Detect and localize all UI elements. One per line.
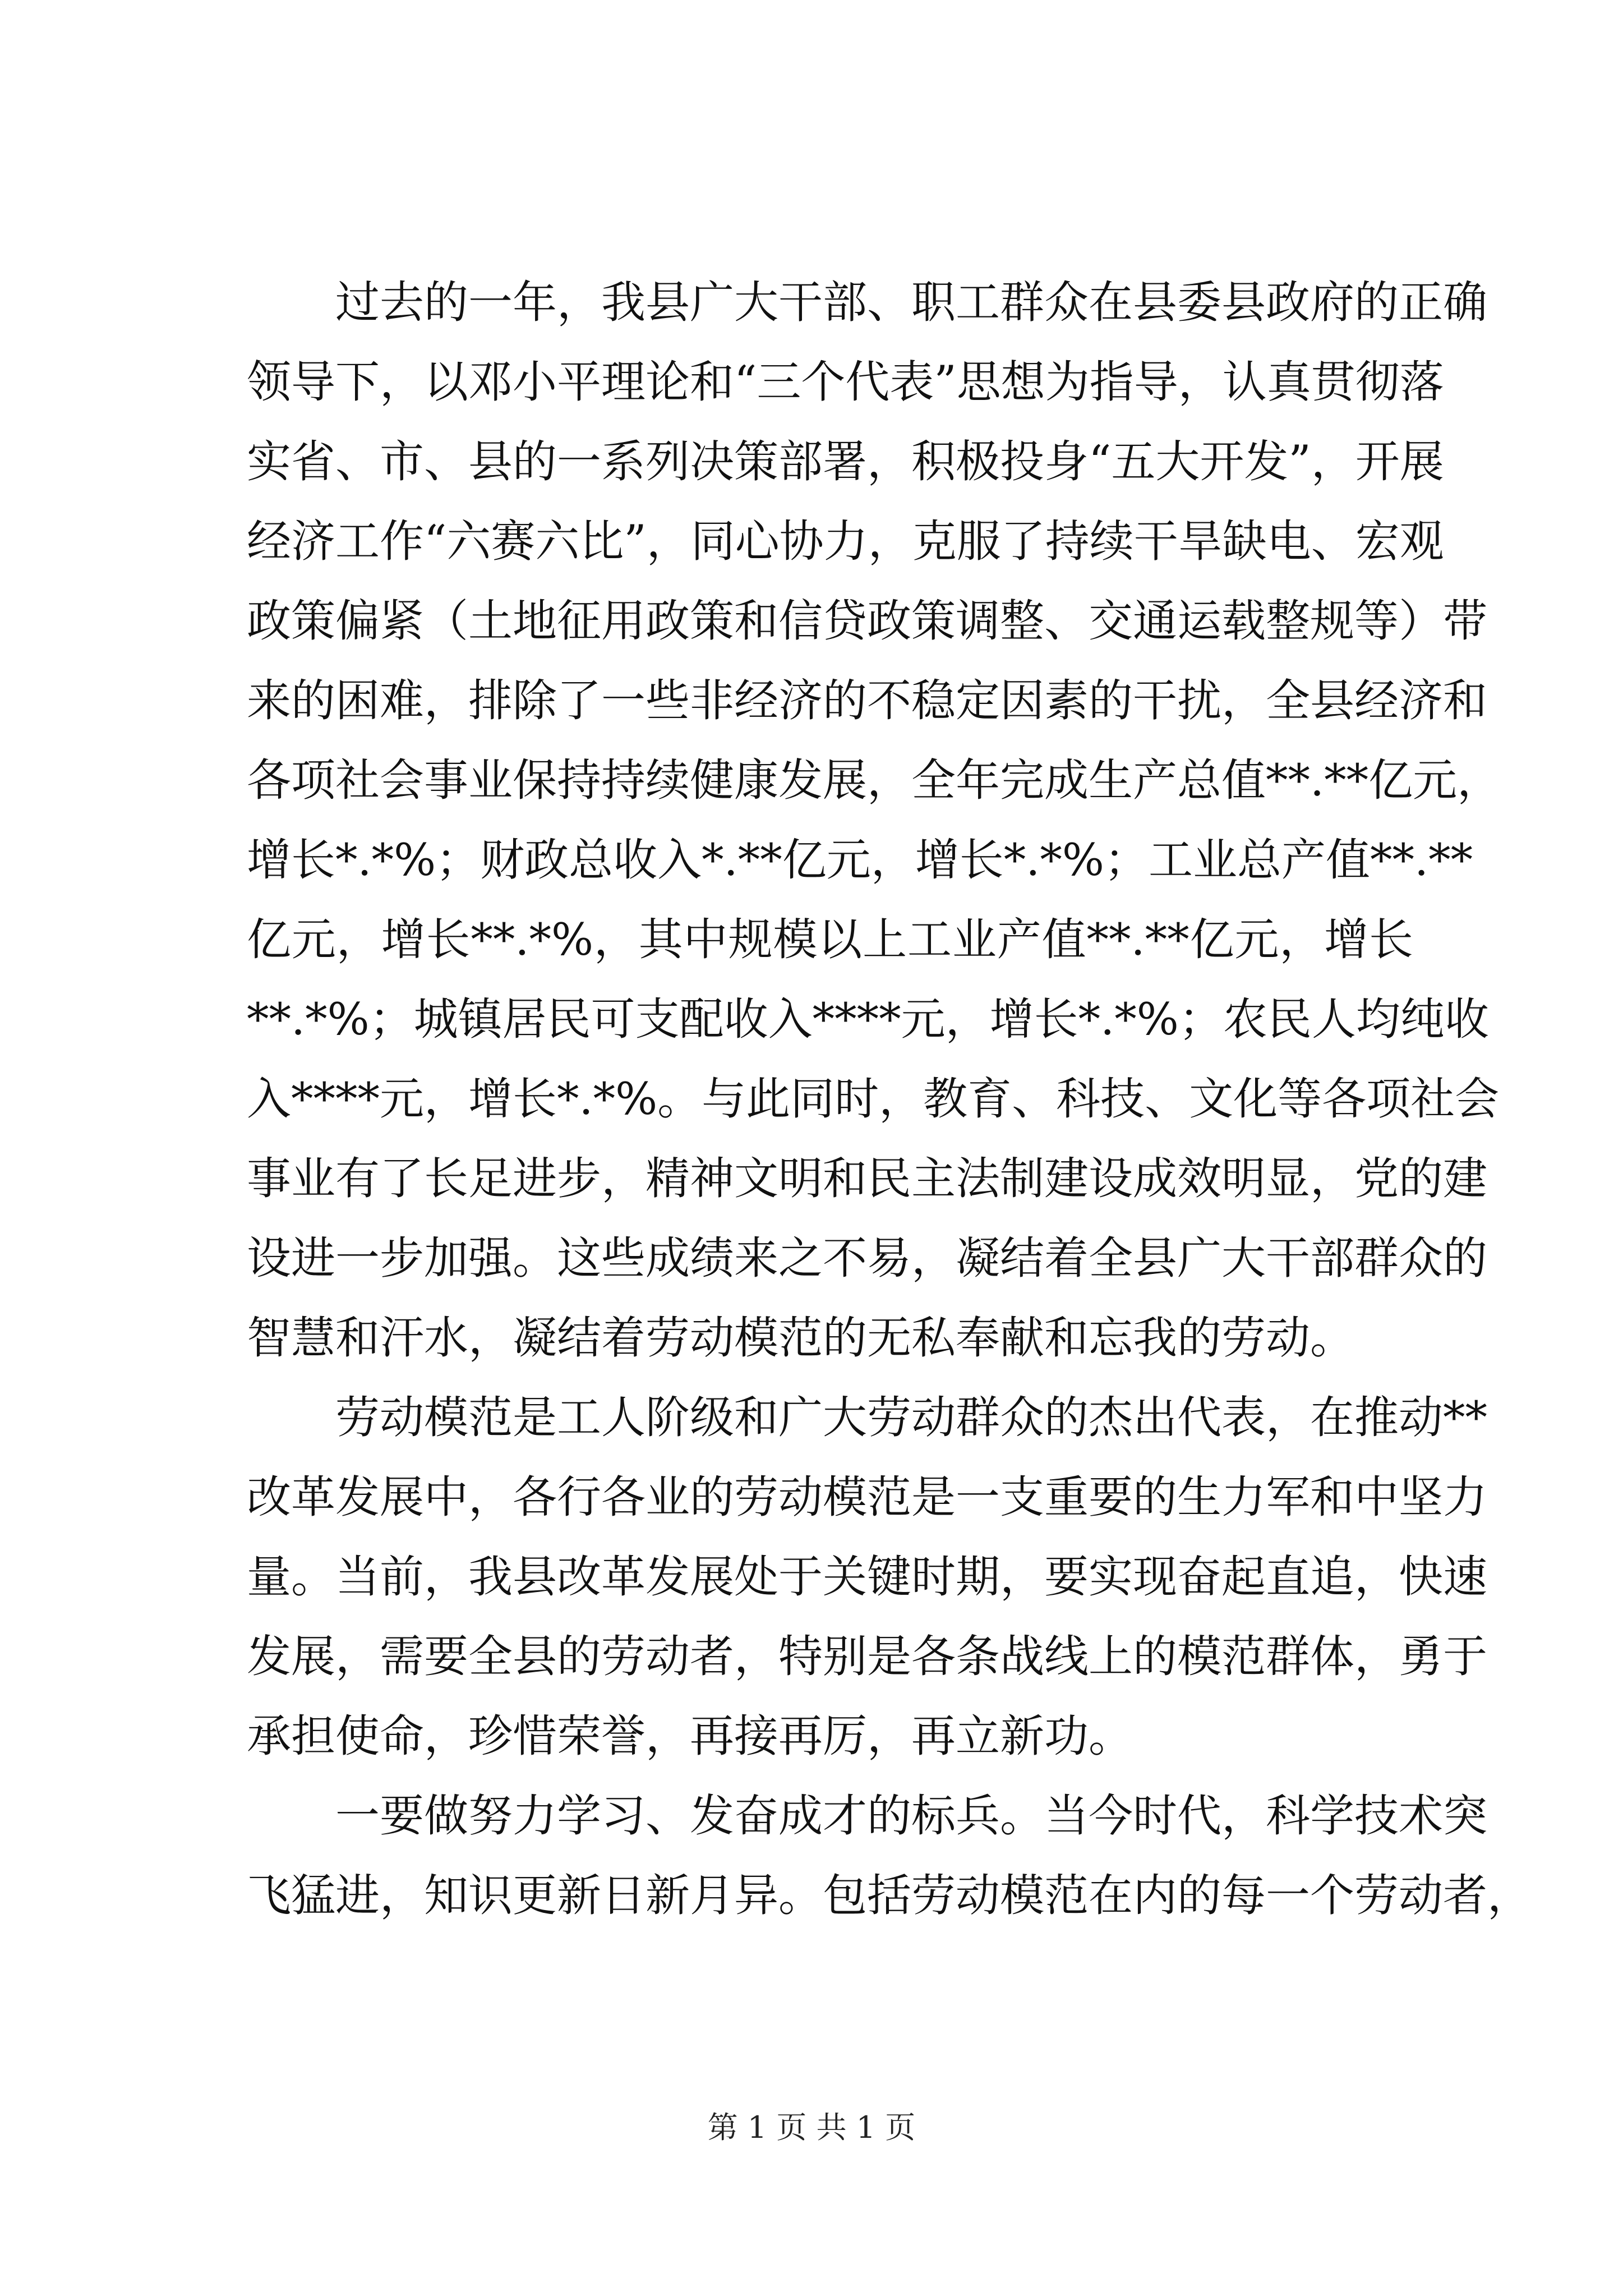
text-line: 经济工作“六赛六比”，同心协力，克服了持续干旱缺电、宏观 — [247, 516, 1444, 567]
text-line: 增长*.*%；财政总收入*.**亿元，增长*.*%；工业总产值**.** — [247, 834, 1473, 886]
text-line: 量。当前，我县改革发展处于关键时期，要实现奋起直追，快速 — [247, 1551, 1487, 1603]
page-footer: 第 1 页 共 1 页 — [707, 2110, 916, 2145]
text-line: 政策偏紧（土地征用政策和信贷政策调整、交通运载整规等）带 — [247, 595, 1487, 647]
text-line: **.*%；城镇居民可支配收入****元，增长*.*%；农民人均纯收 — [247, 993, 1489, 1045]
paragraph-labor-models — [247, 1378, 1487, 1776]
text-line: 事业有了长足进步，精神文明和民主法制建设成效明显，党的建 — [247, 1153, 1487, 1204]
paragraph-learning — [247, 1776, 1532, 1935]
text-line: 实省、市、县的一系列决策部署，积极投身“五大开发”，开展 — [247, 436, 1444, 487]
text-line: 来的困难，排除了一些非经济的不稳定因素的干扰，全县经济和 — [247, 675, 1487, 726]
text-line: 劳动模范是工人阶级和广大劳动群众的杰出代表，在推动** — [335, 1392, 1487, 1443]
text-line: 改革发展中，各行各业的劳动模范是一支重要的生力军和中坚力 — [247, 1471, 1487, 1523]
text-line: 一要做努力学习、发奋成才的标兵。当今时代，科学技术突 — [335, 1790, 1487, 1842]
paragraph-review — [247, 263, 1502, 1378]
text-line: 设进一步加强。这些成绩来之不易，凝结着全县广大干部群众的 — [247, 1232, 1487, 1284]
text-line: 承担使命，珍惜荣誉，再接再厉，再立新功。 — [247, 1710, 1133, 1762]
text-line: 智慧和汗水，凝结着劳动模范的无私奉献和忘我的劳动。 — [247, 1312, 1354, 1364]
text-line: 过去的一年，我县广大干部、职工群众在县委县政府的正确 — [335, 277, 1487, 328]
text-line: 各项社会事业保持持续健康发展，全年完成生产总值**.**亿元， — [247, 754, 1502, 806]
text-line: 发展，需要全县的劳动者，特别是各条战线上的模范群体，勇于 — [247, 1631, 1487, 1682]
text-line: 领导下，以邓小平理论和“三个代表”思想为指导，认真贯彻落 — [247, 356, 1444, 408]
document-body — [247, 263, 1532, 1935]
text-line: 入****元，增长*.*%。与此同时，教育、科技、文化等各项社会 — [247, 1073, 1500, 1125]
text-line: 飞猛进，知识更新日新月异。包括劳动模范在内的每一个劳动者， — [247, 1870, 1532, 1921]
text-line: 亿元，增长**.*%，其中规模以上工业产值**.**亿元，增长 — [247, 914, 1413, 965]
